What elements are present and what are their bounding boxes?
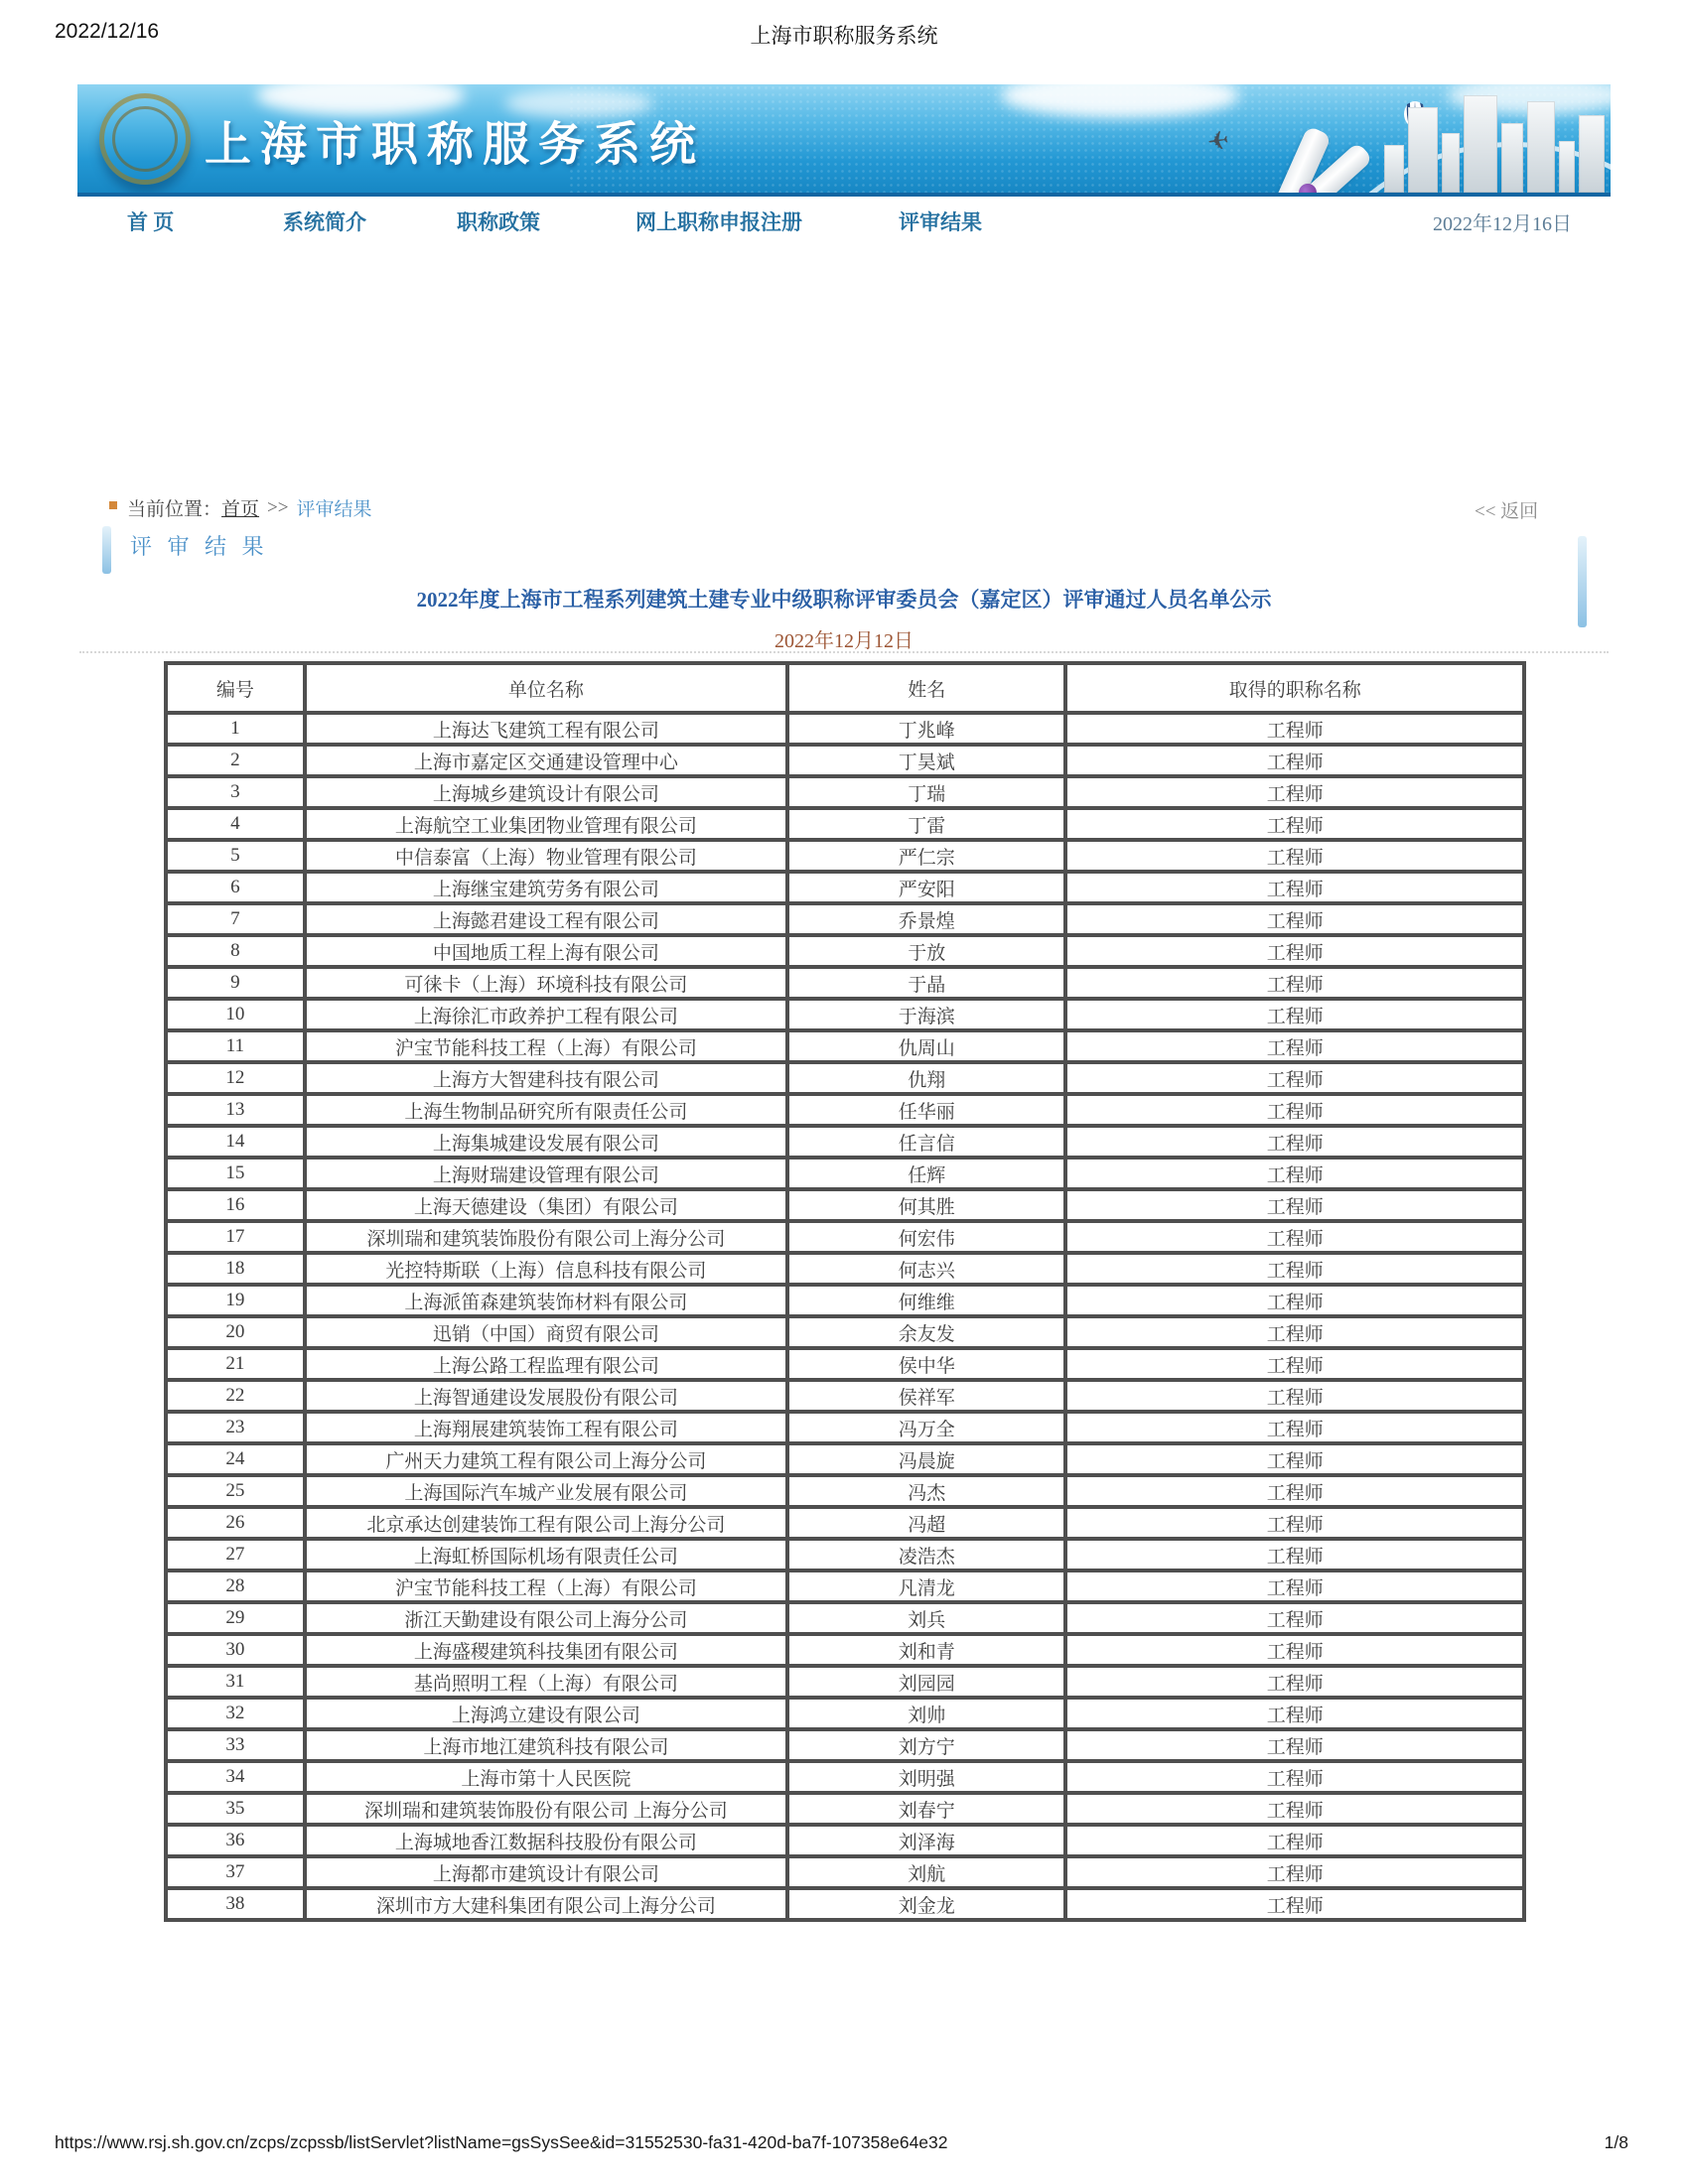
- cell-row-number: 28: [166, 1570, 305, 1602]
- table-row: [166, 1475, 1524, 1507]
- table-row: [166, 1793, 1524, 1825]
- announcement-date: 2022年12月12日: [774, 630, 914, 652]
- cell-company-name: 上海航空工业集团物业管理有限公司: [305, 808, 788, 840]
- cell-row-number: 4: [166, 808, 305, 840]
- cell-title-name: 工程师: [1065, 1285, 1524, 1316]
- table-row: [166, 1634, 1524, 1666]
- cell-company-name: 上海继宝建筑劳务有限公司: [305, 872, 788, 903]
- table-row: [166, 1888, 1524, 1920]
- cell-person-name: 何宏伟: [787, 1221, 1065, 1253]
- back-button[interactable]: << 返回: [1475, 501, 1539, 522]
- cell-person-name: 任辉: [787, 1158, 1065, 1189]
- cell-row-number: 37: [166, 1856, 305, 1888]
- cell-company-name: 沪宝节能科技工程（上海）有限公司: [305, 1570, 788, 1602]
- cell-title-name: 工程师: [1065, 1539, 1524, 1570]
- cell-title-name: 工程师: [1065, 903, 1524, 935]
- cell-title-name: 工程师: [1065, 1348, 1524, 1380]
- cell-title-name: 工程师: [1065, 1030, 1524, 1062]
- cell-company-name: 上海盛稷建筑科技集团有限公司: [305, 1634, 788, 1666]
- cell-company-name: 上海智通建设发展股份有限公司: [305, 1380, 788, 1412]
- cell-row-number: 29: [166, 1602, 305, 1634]
- breadcrumb-current-link[interactable]: 评审结果: [296, 499, 372, 520]
- cell-row-number: 22: [166, 1380, 305, 1412]
- cell-company-name: 基尚照明工程（上海）有限公司: [305, 1666, 788, 1698]
- header-row-number: 编号: [166, 663, 305, 713]
- cell-title-name: 工程师: [1065, 1602, 1524, 1634]
- cell-row-number: 21: [166, 1348, 305, 1380]
- table-row: [166, 1094, 1524, 1126]
- cell-title-name: 工程师: [1065, 1316, 1524, 1348]
- cell-person-name: 严仁宗: [787, 840, 1065, 872]
- cell-row-number: 16: [166, 1189, 305, 1221]
- cell-company-name: 光控特斯联（上海）信息科技有限公司: [305, 1253, 788, 1285]
- table-row: [166, 1126, 1524, 1158]
- table-row: [166, 1253, 1524, 1285]
- cell-person-name: 侯中华: [787, 1348, 1065, 1380]
- cell-row-number: 9: [166, 967, 305, 999]
- table-row: [166, 872, 1524, 903]
- page-url: https://www.rsj.sh.gov.cn/zcps/zcpssb/listServlet?listName=gsSysSee&id=31552530-fa31-420d-ba7f-107358e64e32: [55, 2132, 948, 2152]
- cell-title-name: 工程师: [1065, 1189, 1524, 1221]
- cell-person-name: 仇周山: [787, 1030, 1065, 1062]
- header-person-name: 姓名: [787, 663, 1065, 713]
- cell-row-number: 8: [166, 935, 305, 967]
- cell-row-number: 14: [166, 1126, 305, 1158]
- cell-row-number: 23: [166, 1412, 305, 1443]
- cell-title-name: 工程师: [1065, 808, 1524, 840]
- table-row: [166, 745, 1524, 776]
- cell-company-name: 浙江天勤建设有限公司上海分公司: [305, 1602, 788, 1634]
- cell-company-name: 沪宝节能科技工程（上海）有限公司: [305, 1030, 788, 1062]
- section-title: 评 审 结 果: [130, 534, 269, 559]
- cell-company-name: 深圳瑞和建筑装饰股份有限公司上海分公司: [305, 1221, 788, 1253]
- table-row: [166, 903, 1524, 935]
- cell-title-name: 工程师: [1065, 1825, 1524, 1856]
- cell-title-name: 工程师: [1065, 1475, 1524, 1507]
- table-header-row: [166, 663, 1524, 713]
- nav-current-date: 2022年12月16日: [1433, 213, 1572, 235]
- cell-person-name: 丁瑞: [787, 776, 1065, 808]
- cell-company-name: 上海城地香江数据科技股份有限公司: [305, 1825, 788, 1856]
- nav-item-home[interactable]: 首 页: [127, 210, 175, 234]
- header-company-name: 单位名称: [305, 663, 788, 713]
- table-row: [166, 935, 1524, 967]
- table-row: [166, 1602, 1524, 1634]
- cell-person-name: 任华丽: [787, 1094, 1065, 1126]
- table-row: [166, 999, 1524, 1030]
- cell-company-name: 上海徐汇市政养护工程有限公司: [305, 999, 788, 1030]
- cell-person-name: 刘春宁: [787, 1793, 1065, 1825]
- cell-person-name: 丁兆峰: [787, 713, 1065, 745]
- announcement-title: 2022年度上海市工程系列建筑土建专业中级职称评审委员会（嘉定区）评审通过人员名单公示: [416, 588, 1272, 612]
- cell-person-name: 刘方宁: [787, 1729, 1065, 1761]
- cell-row-number: 36: [166, 1825, 305, 1856]
- cell-title-name: 工程师: [1065, 1761, 1524, 1793]
- cell-company-name: 上海市地江建筑科技有限公司: [305, 1729, 788, 1761]
- cell-title-name: 工程师: [1065, 1380, 1524, 1412]
- cell-company-name: 上海都市建筑设计有限公司: [305, 1856, 788, 1888]
- cell-title-name: 工程师: [1065, 1412, 1524, 1443]
- cell-person-name: 何其胜: [787, 1189, 1065, 1221]
- cell-row-number: 30: [166, 1634, 305, 1666]
- nav-item-online-application[interactable]: 网上职称申报注册: [635, 210, 802, 234]
- table-row: [166, 713, 1524, 745]
- cell-row-number: 19: [166, 1285, 305, 1316]
- cell-row-number: 26: [166, 1507, 305, 1539]
- cell-person-name: 刘兵: [787, 1602, 1065, 1634]
- cell-row-number: 34: [166, 1761, 305, 1793]
- cell-person-name: 严安阳: [787, 872, 1065, 903]
- table-row: [166, 1189, 1524, 1221]
- cell-company-name: 上海生物制品研究所有限责任公司: [305, 1094, 788, 1126]
- table-row: [166, 776, 1524, 808]
- cell-title-name: 工程师: [1065, 840, 1524, 872]
- cell-person-name: 任言信: [787, 1126, 1065, 1158]
- cell-row-number: 12: [166, 1062, 305, 1094]
- skyline-icon: [1384, 93, 1605, 193]
- section-left-accent-bar: [102, 526, 111, 574]
- cell-person-name: 凡清龙: [787, 1570, 1065, 1602]
- cell-person-name: 仇翔: [787, 1062, 1065, 1094]
- table-row: [166, 1062, 1524, 1094]
- results-table: [164, 661, 1526, 1922]
- table-row: [166, 1158, 1524, 1189]
- table-row: [166, 1348, 1524, 1380]
- cell-company-name: 上海财瑞建设管理有限公司: [305, 1158, 788, 1189]
- table-row: [166, 840, 1524, 872]
- print-header-title: 上海市职称服务系统: [750, 25, 938, 48]
- site-logo-icon: [99, 93, 191, 185]
- cell-row-number: 1: [166, 713, 305, 745]
- cell-person-name: 余友发: [787, 1316, 1065, 1348]
- cell-person-name: 何志兴: [787, 1253, 1065, 1285]
- cell-person-name: 冯超: [787, 1507, 1065, 1539]
- table-row: [166, 808, 1524, 840]
- table-row: [166, 1666, 1524, 1698]
- table-row: [166, 1412, 1524, 1443]
- cell-row-number: 32: [166, 1698, 305, 1729]
- cell-row-number: 13: [166, 1094, 305, 1126]
- cell-company-name: 上海达飞建筑工程有限公司: [305, 713, 788, 745]
- cell-row-number: 17: [166, 1221, 305, 1253]
- cell-row-number: 25: [166, 1475, 305, 1507]
- table-row: [166, 1285, 1524, 1316]
- cell-company-name: 上海虹桥国际机场有限责任公司: [305, 1539, 788, 1570]
- cell-row-number: 35: [166, 1793, 305, 1825]
- nav-item-system-intro[interactable]: 系统简介: [283, 210, 366, 234]
- cell-row-number: 33: [166, 1729, 305, 1761]
- cell-company-name: 中国地质工程上海有限公司: [305, 935, 788, 967]
- cell-person-name: 丁昊斌: [787, 745, 1065, 776]
- print-header-date: 2022/12/16: [55, 20, 160, 43]
- cell-person-name: 刘泽海: [787, 1825, 1065, 1856]
- cell-company-name: 迅销（中国）商贸有限公司: [305, 1316, 788, 1348]
- breadcrumb-bullet-icon: [109, 501, 117, 509]
- cell-row-number: 15: [166, 1158, 305, 1189]
- cell-row-number: 7: [166, 903, 305, 935]
- cell-person-name: 刘明强: [787, 1761, 1065, 1793]
- cell-title-name: 工程师: [1065, 1158, 1524, 1189]
- cell-company-name: 上海派笛森建筑装饰材料有限公司: [305, 1285, 788, 1316]
- cell-row-number: 5: [166, 840, 305, 872]
- cell-company-name: 上海国际汽车城产业发展有限公司: [305, 1475, 788, 1507]
- cell-title-name: 工程师: [1065, 1094, 1524, 1126]
- section-right-accent-bar: [1578, 536, 1587, 627]
- cell-title-name: 工程师: [1065, 1062, 1524, 1094]
- cell-title-name: 工程师: [1065, 1793, 1524, 1825]
- cell-title-name: 工程师: [1065, 1888, 1524, 1920]
- cell-title-name: 工程师: [1065, 713, 1524, 745]
- cell-company-name: 可徕卡（上海）环境科技有限公司: [305, 967, 788, 999]
- table-row: [166, 1539, 1524, 1570]
- cell-company-name: 上海翔展建筑装饰工程有限公司: [305, 1412, 788, 1443]
- cell-title-name: 工程师: [1065, 1221, 1524, 1253]
- table-row: [166, 967, 1524, 999]
- table-row: [166, 1856, 1524, 1888]
- cell-company-name: 上海城乡建筑设计有限公司: [305, 776, 788, 808]
- cell-person-name: 于放: [787, 935, 1065, 967]
- cell-title-name: 工程师: [1065, 1253, 1524, 1285]
- cell-row-number: 2: [166, 745, 305, 776]
- cell-person-name: 于晶: [787, 967, 1065, 999]
- cell-person-name: 刘帅: [787, 1698, 1065, 1729]
- cell-company-name: 北京承达创建装饰工程有限公司上海分公司: [305, 1507, 788, 1539]
- cell-person-name: 刘金龙: [787, 1888, 1065, 1920]
- cell-company-name: 上海市嘉定区交通建设管理中心: [305, 745, 788, 776]
- cell-title-name: 工程师: [1065, 776, 1524, 808]
- cell-title-name: 工程师: [1065, 872, 1524, 903]
- cell-title-name: 工程师: [1065, 1443, 1524, 1475]
- table-row: [166, 1761, 1524, 1793]
- table-row: [166, 1825, 1524, 1856]
- table-row: [166, 1507, 1524, 1539]
- cell-person-name: 冯万全: [787, 1412, 1065, 1443]
- site-title: 上海市职称服务系统: [205, 117, 705, 171]
- cell-company-name: 上海鸿立建设有限公司: [305, 1698, 788, 1729]
- dotted-divider: [79, 651, 1609, 653]
- cell-row-number: 27: [166, 1539, 305, 1570]
- cell-title-name: 工程师: [1065, 1634, 1524, 1666]
- table-row: [166, 1030, 1524, 1062]
- cell-person-name: 乔景煌: [787, 903, 1065, 935]
- cell-row-number: 18: [166, 1253, 305, 1285]
- cell-company-name: 中信泰富（上海）物业管理有限公司: [305, 840, 788, 872]
- cell-title-name: 工程师: [1065, 1507, 1524, 1539]
- cell-row-number: 10: [166, 999, 305, 1030]
- cell-person-name: 凌浩杰: [787, 1539, 1065, 1570]
- main-nav: [77, 197, 1611, 240]
- cell-row-number: 31: [166, 1666, 305, 1698]
- table-row: [166, 1221, 1524, 1253]
- cell-person-name: 刘和青: [787, 1634, 1065, 1666]
- nav-item-review-results[interactable]: 评审结果: [899, 210, 982, 234]
- breadcrumb-home-link[interactable]: 首页: [221, 499, 260, 520]
- cell-company-name: 深圳瑞和建筑装饰股份有限公司 上海分公司: [305, 1793, 788, 1825]
- cell-title-name: 工程师: [1065, 1570, 1524, 1602]
- table-row: [166, 1570, 1524, 1602]
- cell-company-name: 上海懿君建设工程有限公司: [305, 903, 788, 935]
- header-title-name: 取得的职称名称: [1065, 663, 1524, 713]
- cell-company-name: 上海市第十人民医院: [305, 1761, 788, 1793]
- cell-title-name: 工程师: [1065, 1856, 1524, 1888]
- table-row: [166, 1316, 1524, 1348]
- cell-title-name: 工程师: [1065, 1126, 1524, 1158]
- cell-row-number: 3: [166, 776, 305, 808]
- table-row: [166, 1380, 1524, 1412]
- nav-item-title-policy[interactable]: 职称政策: [457, 210, 540, 234]
- cell-company-name: 深圳市方大建科集团有限公司上海分公司: [305, 1888, 788, 1920]
- cell-title-name: 工程师: [1065, 1729, 1524, 1761]
- breadcrumb-separator-icon: >>: [267, 496, 289, 518]
- cell-title-name: 工程师: [1065, 967, 1524, 999]
- cell-title-name: 工程师: [1065, 1698, 1524, 1729]
- cell-row-number: 38: [166, 1888, 305, 1920]
- cell-person-name: 丁雷: [787, 808, 1065, 840]
- cell-company-name: 上海天德建设（集团）有限公司: [305, 1189, 788, 1221]
- cell-company-name: 上海集城建设发展有限公司: [305, 1126, 788, 1158]
- airplane-icon: ✈: [1204, 124, 1231, 158]
- cell-company-name: 上海公路工程监理有限公司: [305, 1348, 788, 1380]
- cell-title-name: 工程师: [1065, 999, 1524, 1030]
- cell-person-name: 冯杰: [787, 1475, 1065, 1507]
- results-table-body: [166, 713, 1524, 1920]
- cell-company-name: 上海方大智建科技有限公司: [305, 1062, 788, 1094]
- cell-person-name: 刘园园: [787, 1666, 1065, 1698]
- cell-person-name: 于海滨: [787, 999, 1065, 1030]
- cell-row-number: 11: [166, 1030, 305, 1062]
- cell-title-name: 工程师: [1065, 745, 1524, 776]
- breadcrumb-prefix: 当前位置：: [127, 499, 222, 520]
- site-banner: [77, 84, 1611, 197]
- cell-person-name: 刘航: [787, 1856, 1065, 1888]
- cell-person-name: 何维维: [787, 1285, 1065, 1316]
- cell-row-number: 24: [166, 1443, 305, 1475]
- cell-title-name: 工程师: [1065, 935, 1524, 967]
- table-row: [166, 1698, 1524, 1729]
- page-number: 1/8: [1604, 2132, 1628, 2152]
- cell-company-name: 广州天力建筑工程有限公司上海分公司: [305, 1443, 788, 1475]
- cell-row-number: 20: [166, 1316, 305, 1348]
- cell-person-name: 侯祥军: [787, 1380, 1065, 1412]
- table-row: [166, 1443, 1524, 1475]
- cell-row-number: 6: [166, 872, 305, 903]
- table-row: [166, 1729, 1524, 1761]
- diploma-scroll-icon: [1247, 132, 1396, 197]
- breadcrumb: [109, 494, 371, 521]
- cell-title-name: 工程师: [1065, 1666, 1524, 1698]
- cell-person-name: 冯晨旋: [787, 1443, 1065, 1475]
